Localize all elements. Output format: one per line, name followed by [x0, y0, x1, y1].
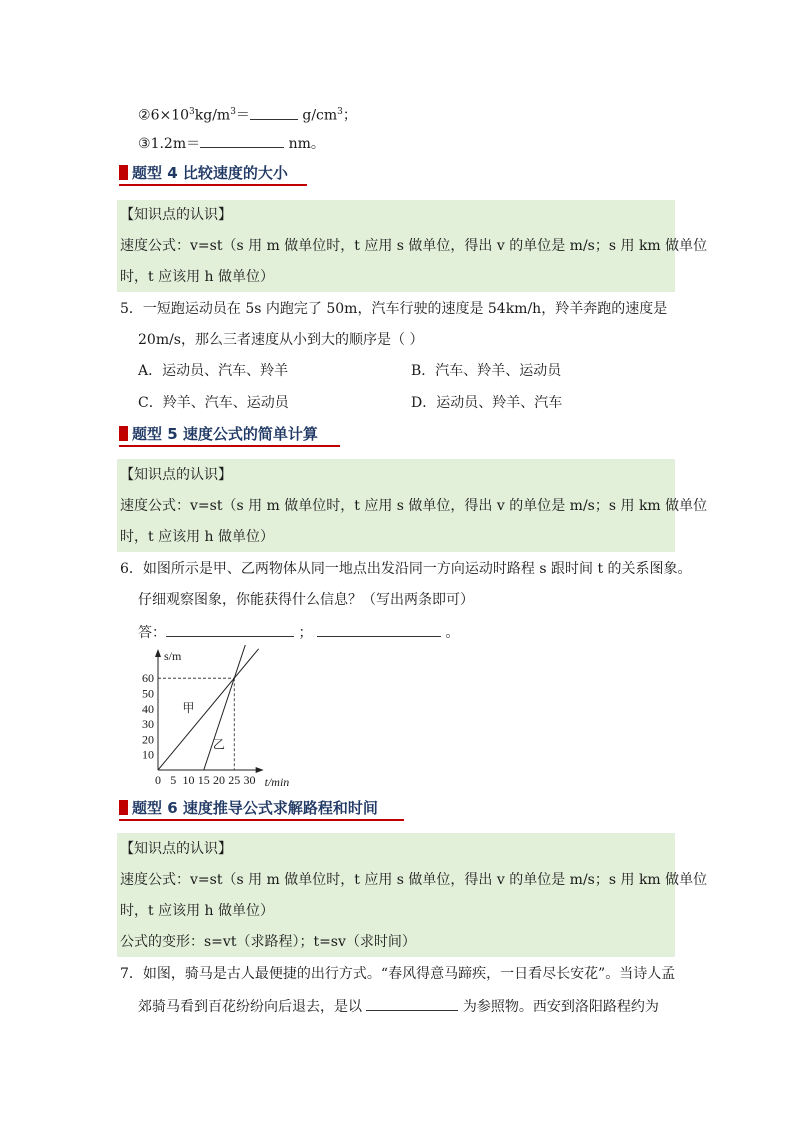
- x-tick-label: 25: [228, 773, 241, 787]
- x-tick-label: 15: [197, 773, 210, 787]
- section-heading-6: 题型 6 速度推导公式求解路程和时间: [119, 794, 378, 820]
- series-label-yi: 乙: [212, 737, 225, 752]
- answer-blank[interactable]: [366, 996, 458, 1011]
- question-7-text: 郊骑马看到百花纷纷向后退去，是以 为参照物。西安到洛阳路程约为: [138, 996, 659, 1017]
- heading-marker: [119, 165, 128, 180]
- question-6-text: 仔细观察图象，你能获得什么信息？（写出两条即可）: [138, 592, 474, 608]
- option-a[interactable]: A．运动员、汽车、羚羊: [138, 363, 289, 379]
- unit-conversion-item-2: $②6\times 10^3kg/m^3= g/cm^3$；: [138, 102, 357, 126]
- y-tick-label: 60: [142, 671, 154, 686]
- series-line-jia: [158, 649, 259, 770]
- knowledge-text: 时，t 应该用 h 做单位）: [120, 529, 274, 545]
- unit-conversion-item-3: ③1.2m＝ nm。: [138, 133, 325, 154]
- option-c[interactable]: C．羚羊、汽车、运动员: [138, 395, 289, 411]
- option-b[interactable]: B．汽车、羚羊、运动员: [411, 363, 562, 379]
- answer-blank[interactable]: [200, 133, 284, 148]
- knowledge-formula: 公式的变形：s=vt（求路程）；t=sv（求时间）: [120, 934, 416, 950]
- answer-blank[interactable]: [317, 622, 441, 637]
- knowledge-text: 速度公式：v=st（s 用 m 做单位时，t 应用 s 做单位，得出 v 的单位是 m/s；s 用 km 做单位: [120, 872, 708, 888]
- question-6-answer: 答： ； 。: [138, 622, 459, 643]
- knowledge-text: 时，t 应该用 h 做单位）: [120, 269, 274, 285]
- y-tick-label: 40: [142, 701, 154, 716]
- knowledge-label: 【知识点的认识】: [120, 207, 232, 223]
- y-tick-label: 10: [142, 747, 154, 762]
- y-tick-label: 50: [142, 686, 154, 701]
- knowledge-box-6: [117, 833, 708, 957]
- heading-marker: [119, 426, 128, 441]
- knowledge-box-4: [117, 200, 708, 292]
- y-tick-label: 20: [142, 732, 154, 747]
- answer-blank[interactable]: [166, 622, 294, 637]
- x-tick-label: 10: [182, 773, 195, 787]
- y-axis-label: s/m: [164, 649, 182, 663]
- knowledge-label: 【知识点的认识】: [120, 467, 232, 483]
- x-axis-label: t/min: [264, 775, 290, 789]
- distance-time-graph: [138, 645, 328, 795]
- knowledge-text: 时，t 应该用 h 做单位）: [120, 903, 274, 919]
- knowledge-box-5: [117, 459, 708, 552]
- knowledge-text: 速度公式：v=st（s 用 m 做单位时，t 应用 s 做单位，得出 v 的单位是 m/s；s 用 km 做单位: [120, 498, 708, 514]
- heading-marker: [119, 800, 128, 815]
- heading-underline: [119, 819, 404, 821]
- heading-underline: [119, 445, 340, 447]
- knowledge-label: 【知识点的认识】: [120, 841, 232, 857]
- y-tick-label: 30: [142, 717, 154, 732]
- question-6-text: 6．如图所示是甲、乙两物体从同一地点出发沿同一方向运动时路程 s 跟时间 t 的关系图象。: [120, 561, 692, 577]
- section-heading-4: 题型 4 比较速度的大小: [119, 159, 288, 185]
- question-7-text: 7．如图，骑马是古人最便捷的出行方式。“春风得意马蹄疾，一日看尽长安花”。当诗人孟: [120, 966, 676, 982]
- y-axis-arrow: [155, 649, 161, 657]
- x-axis-arrow: [256, 767, 264, 773]
- question-5-text: 5．一短跑运动员在 5s 内跑完了 50m，汽车行驶的速度是 54km/h，羚羊奔跑的速度是: [120, 301, 668, 317]
- answer-blank[interactable]: [250, 105, 298, 120]
- option-d[interactable]: D．运动员、羚羊、汽车: [411, 395, 563, 411]
- x-tick-label: 30: [243, 773, 256, 787]
- x-tick-label: 5: [170, 773, 177, 787]
- section-heading-5: 题型 5 速度公式的简单计算: [119, 420, 318, 446]
- knowledge-text: 速度公式：v=st（s 用 m 做单位时，t 应用 s 做单位，得出 v 的单位是 m/s；s 用 km 做单位: [120, 238, 708, 254]
- heading-underline: [119, 184, 307, 186]
- series-label-jia: 甲: [182, 700, 195, 715]
- x-tick-label: 20: [213, 773, 225, 787]
- x-tick-label: 0: [155, 773, 161, 787]
- question-5-text: 20m/s，那么三者速度从小到大的顺序是（ ）: [138, 332, 424, 348]
